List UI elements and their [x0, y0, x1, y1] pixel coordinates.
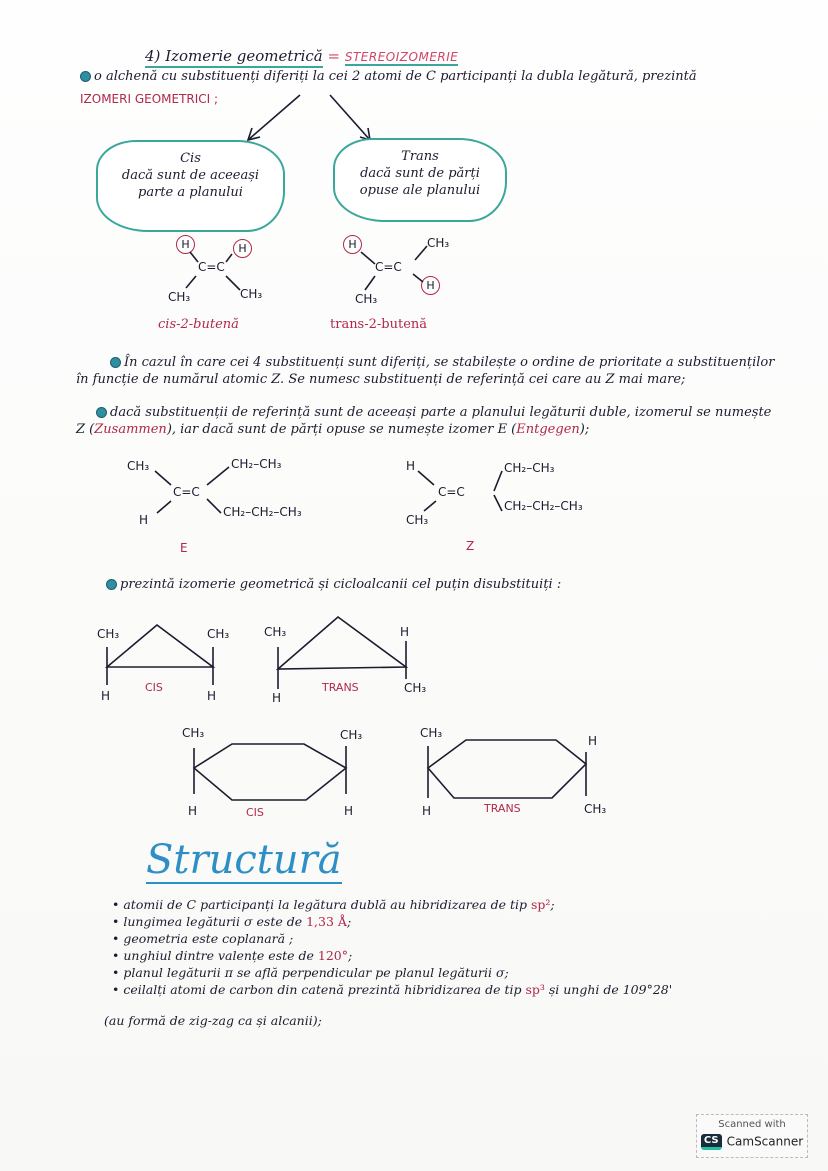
priority-text: În cazul în care cei 4 substituenți sunt diferiți, se stabilește o ordine de prioritate a substituenților în funcție de numărul atomic Z. Se numesc substituenți de referință cei care au Z mai mare; — [76, 355, 775, 387]
trans-label: TRANS — [484, 802, 521, 815]
bond-lines-icon — [125, 455, 325, 535]
atom-bottom-right: CH₂–CH₂–CH₃ — [504, 499, 583, 513]
item-text: geometria este coplanară ; — [123, 931, 294, 946]
atom-h-left: H — [176, 235, 195, 254]
atom-top-left: CH₃ — [264, 625, 287, 639]
atom-top-left: CH₃ — [420, 726, 443, 740]
cis-label: CIS — [145, 681, 163, 694]
bullet-icon — [110, 357, 121, 368]
atom-top-right: CH₃ — [207, 627, 230, 641]
atom-h-left: H — [343, 235, 362, 254]
cyclohexane-trans — [418, 724, 618, 824]
atom-top-right: H — [588, 734, 598, 748]
atom-ch3-right: CH₃ — [240, 287, 263, 301]
section-title: Izomerie geometrică — [165, 47, 323, 65]
item-text: planul legăturii π se află perpendicular pe planul legăturii σ; — [123, 965, 509, 980]
item-highlight: sp² — [530, 897, 551, 912]
item-end: ; — [346, 914, 352, 929]
bond-lines-icon — [160, 232, 280, 312]
ez-text-3: ); — [579, 422, 590, 437]
atom-bottom-right: CH₂–CH₂–CH₃ — [223, 505, 302, 519]
atom-top-left: CH₃ — [182, 726, 205, 740]
structure-item: • atomii de C participanți la legătura dublă au hibridizarea de tip sp²; — [112, 897, 555, 912]
atom-bottom-left: H — [188, 804, 198, 818]
ez-paragraph — [76, 404, 782, 438]
triangle-ring-icon — [95, 605, 245, 705]
trans-butene-structure — [330, 232, 465, 332]
item-text: ceilalți atomi de carbon din catenă prezintă hibridizarea de tip — [123, 982, 526, 997]
zusammen-word: Zusammen — [94, 422, 167, 437]
item-end: și unghi de 109°28' — [544, 982, 673, 997]
cis-butene-structure — [160, 232, 280, 332]
atom-bottom-right: H — [344, 804, 354, 818]
double-bond: C=C — [375, 260, 402, 274]
ez-text-2: ), iar dacă sunt de părți opuse se numește izomer E ( — [166, 422, 517, 437]
item-text: unghiul dintre valențe este de — [123, 948, 318, 963]
bond-lines-icon — [335, 232, 465, 312]
cyclohexane-cis — [180, 724, 370, 824]
atom-top-left: CH₃ — [97, 627, 120, 641]
double-bond: C=C — [198, 260, 225, 274]
watermark-brand: CamScanner — [726, 1134, 804, 1149]
cis-cloud — [96, 140, 285, 232]
atom-bottom-left: CH₃ — [406, 513, 429, 527]
trans-cloud-line1: dacă sunt de părți — [360, 166, 480, 181]
atom-ch3-left: CH₃ — [168, 290, 191, 304]
cis-butene-name: cis-2-butenă — [158, 317, 239, 332]
atom-ch3-left: CH₃ — [355, 292, 378, 306]
double-bond: C=C — [438, 485, 465, 499]
cyclo-text: prezintă izomerie geometrică și cicloalcanii cel puțin disubstituiți : — [120, 577, 562, 592]
double-bond: C=C — [173, 485, 200, 499]
trans-butene-name: trans-2-butenă — [330, 317, 428, 332]
bullet-icon — [96, 407, 107, 418]
cis-cloud-line1: dacă sunt de aceeași — [121, 168, 260, 183]
structure-item: • unghiul dintre valențe este de 120°; — [112, 948, 353, 963]
priority-paragraph — [76, 354, 782, 388]
atom-bottom-right: CH₃ — [584, 802, 607, 816]
trans-cloud — [333, 138, 507, 222]
atom-bottom-left: H — [422, 804, 432, 818]
ez-text-1: dacă substituenții de referință sunt de aceeași parte a planului legăturii duble, izomerul se numește Z ( — [76, 405, 772, 437]
intro-highlight: IZOMERI GEOMETRICI ; — [80, 92, 219, 106]
trans-label: TRANS — [322, 681, 359, 694]
equals-sign: = — [327, 47, 341, 65]
structure-item: • ceilalți atomi de carbon din catenă prezintă hibridizarea de tip sp³ și unghi de 109°28' — [112, 982, 673, 997]
bullet-icon — [106, 579, 117, 590]
bond-lines-icon — [400, 455, 620, 535]
cyclo-paragraph — [106, 576, 561, 593]
item-end: ; — [550, 897, 555, 912]
structure-item: • geometria este coplanară ; — [112, 931, 294, 946]
camscanner-watermark — [696, 1114, 808, 1158]
z-isomer-structure — [400, 455, 620, 555]
structure-title: Structură — [146, 837, 342, 883]
trans-cloud-title: Trans — [401, 149, 439, 164]
intro-text: o alchenă cu substituenți diferiți la cei 2 atomi de C participanți la dubla legătură, prezintă — [94, 69, 697, 84]
cyclopropane-trans — [262, 605, 442, 705]
atom-bottom-right: H — [207, 689, 217, 703]
structure-continuation: (au formă de zig-zag ca și alcanii); — [104, 1013, 322, 1028]
item-highlight: sp³ — [525, 982, 545, 997]
section-synonym: STEREOIZOMERIE — [344, 50, 459, 64]
item-end: ; — [348, 948, 353, 963]
structure-item: • lungimea legăturii σ este de 1,33 Å; — [112, 914, 352, 929]
entgegen-word: Entgegen — [516, 422, 580, 437]
atom-h-right: H — [233, 239, 252, 258]
structure-item: • planul legăturii π se află perpendicular pe planul legăturii σ; — [112, 965, 509, 980]
atom-top-right: CH₂–CH₃ — [231, 457, 282, 471]
cis-cloud-title: Cis — [180, 151, 201, 166]
atom-bottom-right: CH₃ — [404, 681, 427, 695]
atom-bottom-left: H — [101, 689, 111, 703]
structure-list — [112, 896, 792, 998]
atom-top-left: CH₃ — [127, 459, 150, 473]
item-highlight: 120° — [317, 948, 348, 963]
camscanner-logo-icon: CS — [701, 1134, 722, 1150]
trans-cloud-line2: opuse ale planului — [359, 183, 481, 198]
atom-ch3-right: CH₃ — [427, 236, 450, 250]
section-number: 4) — [145, 47, 161, 65]
atom-h-right: H — [421, 276, 440, 295]
atom-top-right: CH₂–CH₃ — [504, 461, 555, 475]
atom-bottom-left: H — [139, 513, 149, 527]
item-text: atomii de C participanți la legătura dublă au hibridizarea de tip — [123, 897, 531, 912]
z-label: Z — [466, 539, 475, 553]
atom-top-left: H — [406, 459, 416, 473]
item-text: lungimea legăturii σ este de — [123, 914, 307, 929]
e-isomer-structure — [125, 455, 325, 555]
item-highlight: 1,33 Å — [306, 914, 347, 929]
cis-cloud-line2: parte a planului — [138, 185, 243, 200]
cyclopropane-cis — [95, 605, 245, 705]
cis-label: CIS — [246, 806, 264, 819]
atom-top-right: CH₃ — [340, 728, 363, 742]
e-label: E — [180, 541, 188, 555]
atom-bottom-left: H — [272, 691, 282, 705]
atom-top-right: H — [400, 625, 410, 639]
watermark-caption: Scanned with — [718, 1119, 786, 1130]
